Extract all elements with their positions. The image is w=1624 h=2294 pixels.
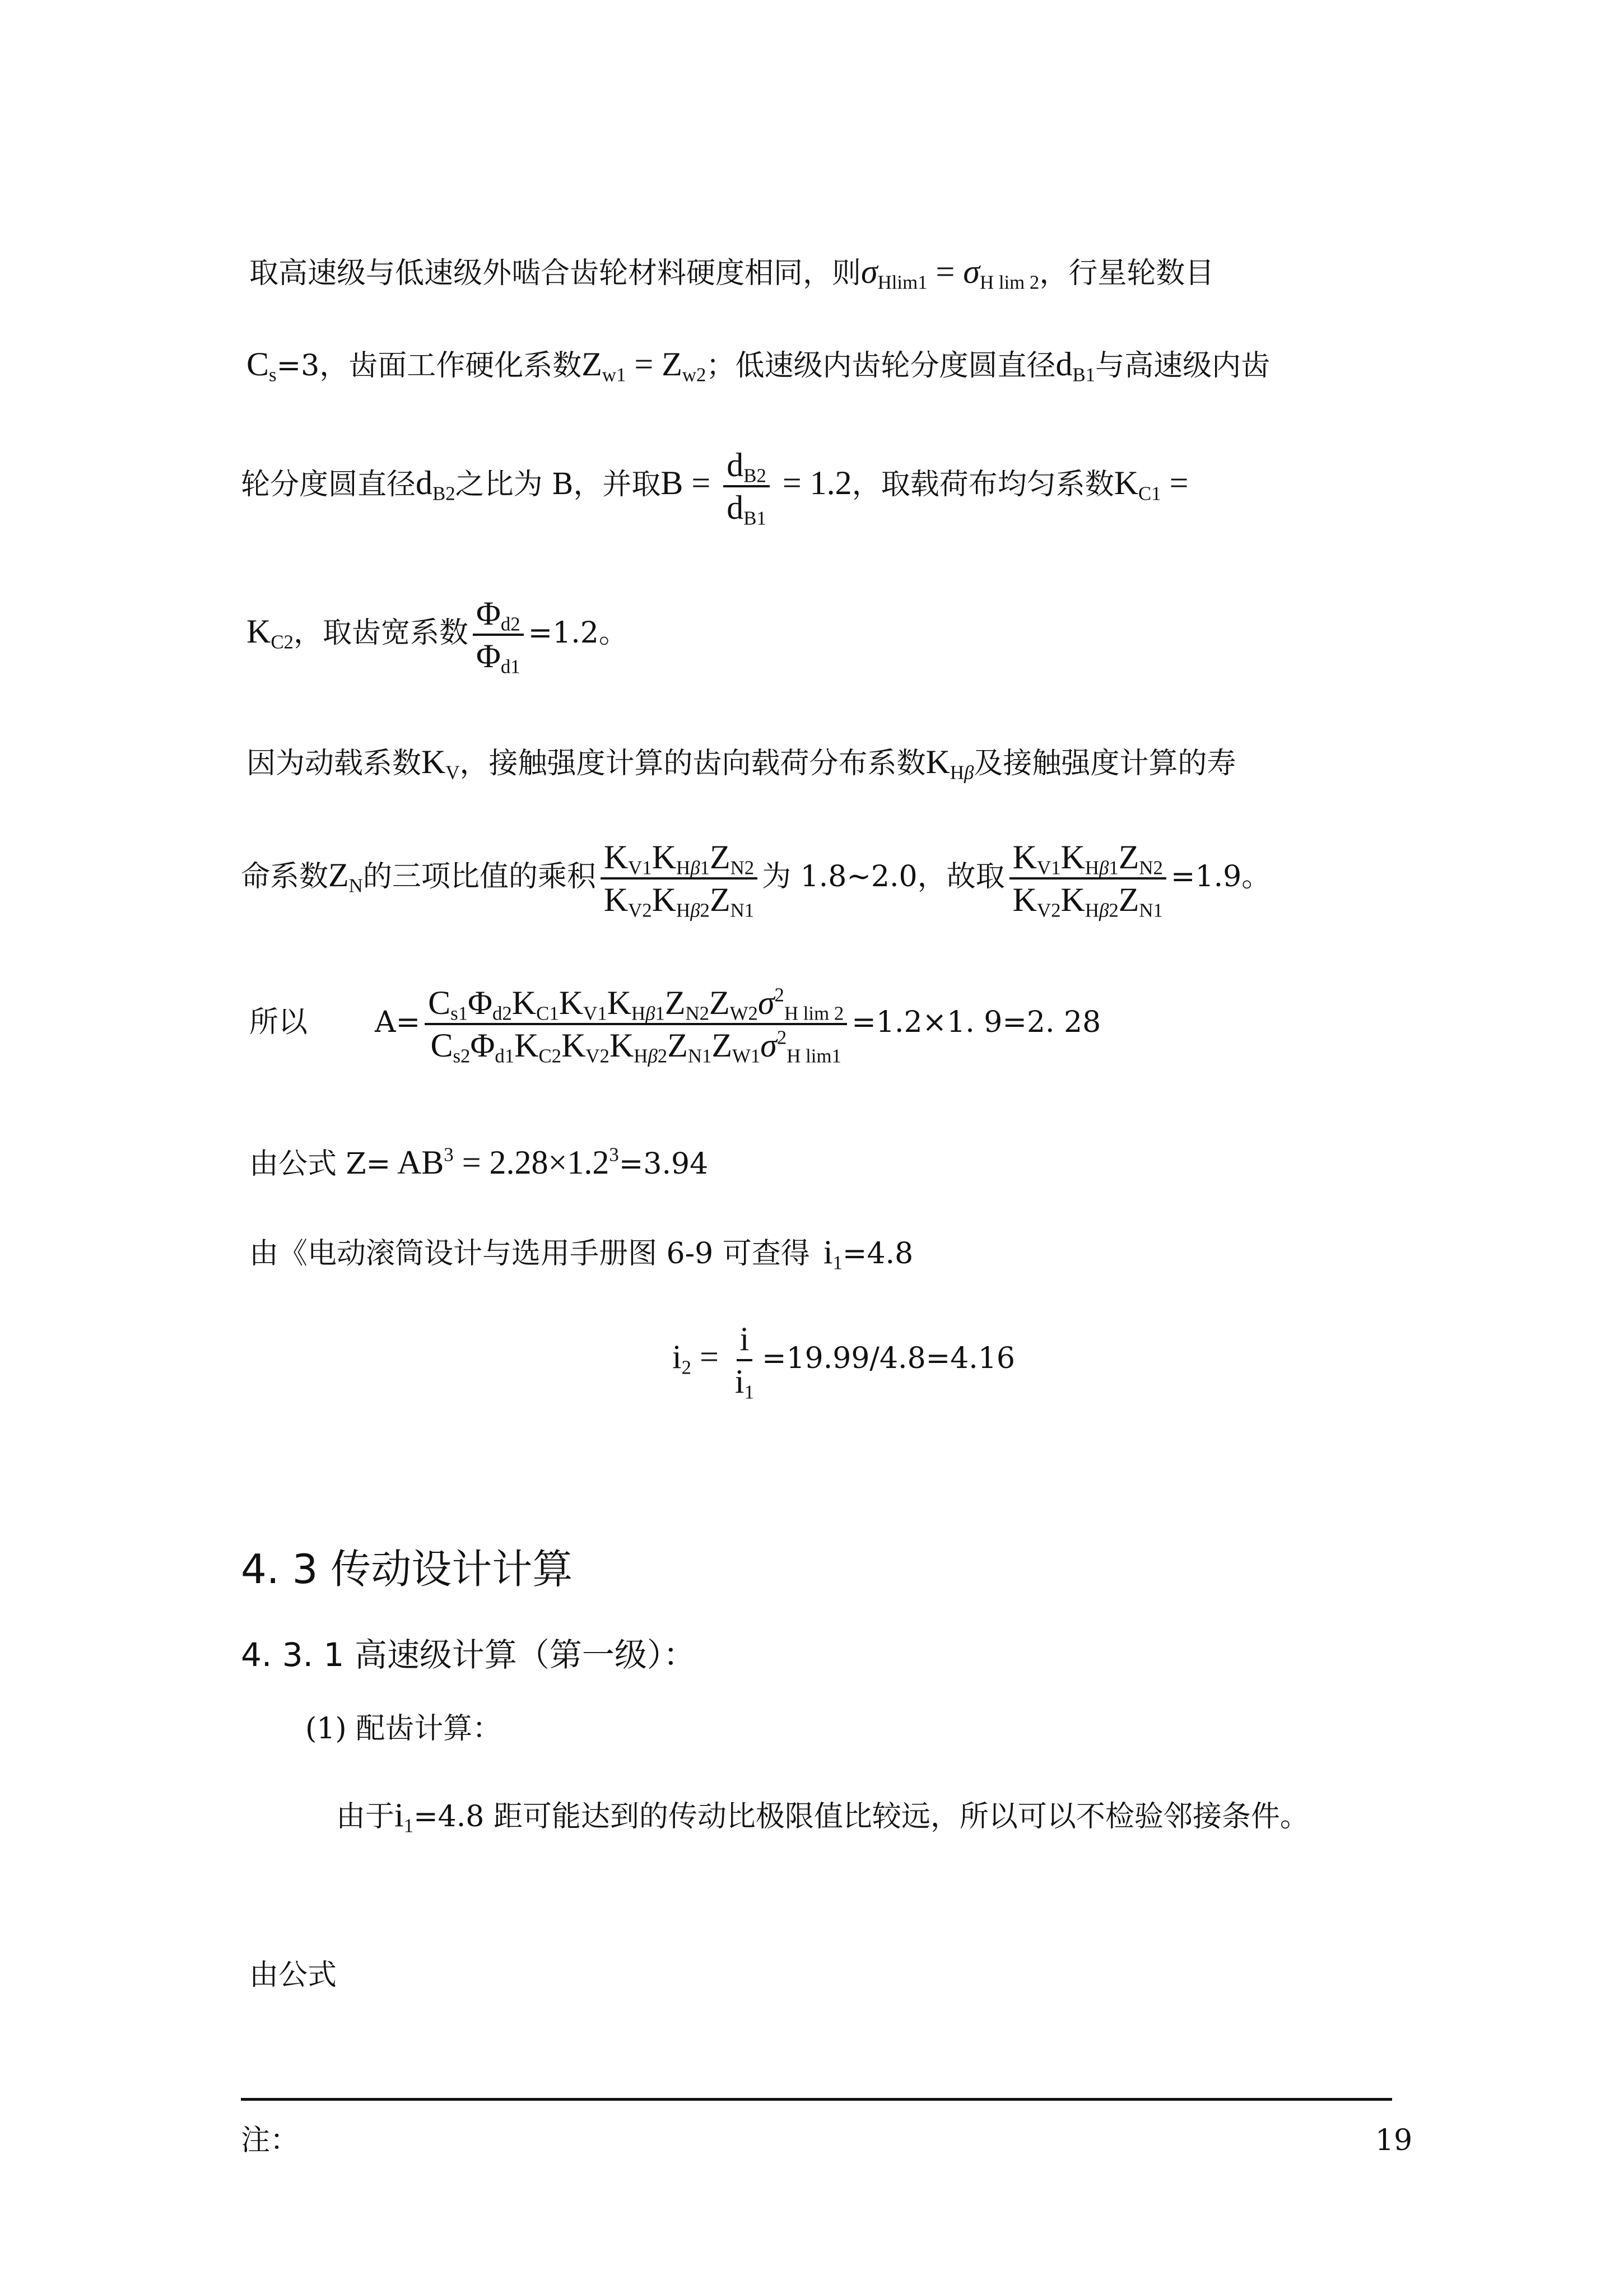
subscript: 2 xyxy=(700,899,710,922)
subscript: H lim 2 xyxy=(979,271,1040,294)
subscript: H xyxy=(676,857,691,879)
symbol: i xyxy=(739,1320,750,1357)
paragraph-1 xyxy=(249,253,1214,294)
subscript: V1 xyxy=(1036,857,1061,879)
subscript: B2 xyxy=(432,482,455,505)
subscript: N2 xyxy=(685,1002,710,1025)
formula-cs xyxy=(246,346,277,386)
subscript: V1 xyxy=(583,1002,607,1025)
subscript: s2 xyxy=(453,1045,471,1067)
subscript: C2 xyxy=(271,631,294,653)
formula-kc2 xyxy=(246,612,294,653)
beta-symbol: β xyxy=(648,1045,658,1067)
subscript: d2 xyxy=(500,613,520,635)
symbol: C xyxy=(430,1027,453,1064)
paragraph-7 xyxy=(249,984,1101,1067)
formula-sigma-equality xyxy=(861,253,1040,294)
subscript: H xyxy=(676,899,691,922)
text: ，接触强度计算的齿向载荷分布系数 xyxy=(459,747,926,780)
subscript: 1 xyxy=(655,1002,665,1025)
numerator xyxy=(601,840,757,880)
subscript: w1 xyxy=(602,364,626,386)
subscript: H xyxy=(631,1002,646,1025)
subscript: 1 xyxy=(1109,857,1119,879)
symbol: i xyxy=(672,1338,682,1375)
formula-i1 xyxy=(394,1797,414,1837)
subscript: d2 xyxy=(492,1002,512,1025)
paragraph-9 xyxy=(249,1234,914,1274)
subscript: W2 xyxy=(729,1002,758,1025)
subscript: w2 xyxy=(682,364,706,386)
paragraph-8 xyxy=(249,1143,709,1181)
symbol: K xyxy=(652,881,677,918)
formula-zn xyxy=(328,856,363,897)
symbol: Z xyxy=(662,346,682,383)
symbol: AB xyxy=(397,1144,444,1181)
subscript: V2 xyxy=(585,1045,609,1067)
formula-kv xyxy=(421,743,460,784)
text: 的三项比值的乘积 xyxy=(362,859,596,894)
symbol: K xyxy=(603,839,629,876)
section-heading: 4. 3 传动设计计算 xyxy=(241,1546,573,1593)
beta-symbol: β xyxy=(690,857,700,879)
formula-zw xyxy=(581,346,706,386)
symbol: Z xyxy=(664,984,686,1021)
denominator xyxy=(427,1025,844,1067)
symbol: K xyxy=(559,984,584,1021)
equals-sign: = xyxy=(927,253,964,290)
paragraph-6 xyxy=(241,839,1271,922)
text: 为 1.8~2.0，故取 xyxy=(762,859,1005,894)
symbol: K xyxy=(1060,839,1085,876)
formula-i1 xyxy=(823,1234,843,1274)
subscript: B1 xyxy=(1072,364,1096,386)
symbol: Z xyxy=(711,1027,733,1064)
symbol: d xyxy=(727,446,744,483)
numerator xyxy=(723,448,770,487)
subscript: H xyxy=(1085,899,1099,922)
text: 因为动载系数 xyxy=(246,747,422,780)
subscript: W1 xyxy=(732,1045,761,1067)
text: =1.2×1. 9=2. 28 xyxy=(851,1005,1101,1039)
symbol: K xyxy=(246,612,271,650)
symbol: K xyxy=(1114,464,1139,501)
text: ，取齿宽系数 xyxy=(293,616,468,650)
text: 及接触强度计算的寿 xyxy=(974,747,1236,780)
subscript: 2 xyxy=(681,1356,692,1379)
symbol: K xyxy=(1012,839,1037,876)
fraction xyxy=(723,446,770,529)
symbol: B = xyxy=(660,464,719,501)
symbol: K xyxy=(1060,881,1085,918)
text: =19.99/4.8=4.16 xyxy=(762,1341,1016,1375)
subscript: Hlim1 xyxy=(877,271,928,294)
subscript: V xyxy=(445,761,460,784)
subscript: C2 xyxy=(538,1045,562,1067)
fraction xyxy=(473,595,524,678)
text: ；低速级内齿轮分度圆直径 xyxy=(706,349,1056,383)
symbol: K xyxy=(511,984,537,1021)
subscript: H xyxy=(1085,857,1099,879)
value: = 2.28×1.2 xyxy=(453,1144,609,1181)
symbol: C xyxy=(246,346,269,383)
superscript: 3 xyxy=(444,1143,454,1166)
subscript: H xyxy=(634,1045,648,1067)
denominator xyxy=(732,1361,757,1403)
paragraph-10 xyxy=(672,1320,1016,1403)
fraction xyxy=(425,984,847,1067)
beta-symbol: β xyxy=(645,1002,655,1025)
subscript: 1 xyxy=(700,857,710,879)
beta-symbol: β xyxy=(964,761,974,784)
subscript: s1 xyxy=(450,1002,468,1025)
symbol: i xyxy=(734,1363,744,1400)
paragraph-12: 由公式 xyxy=(249,1958,337,1992)
superscript: 3 xyxy=(609,1143,619,1166)
subscript: N1 xyxy=(687,1045,712,1067)
formula-khbeta xyxy=(925,743,974,784)
text: 由《电动滚筒设计与选用手册图 6-9 可查得 xyxy=(249,1237,810,1271)
list-item: (1) 配齿计算： xyxy=(305,1712,502,1746)
symbol: Z xyxy=(1118,839,1139,876)
symbol: d xyxy=(416,464,433,501)
text: 命系数 xyxy=(241,859,329,894)
numerator xyxy=(473,597,524,636)
symbol: Φ xyxy=(470,1027,495,1064)
subscript: C1 xyxy=(536,1002,559,1025)
paragraph-5 xyxy=(246,743,1236,784)
symbol: K xyxy=(609,1027,634,1064)
sigma-symbol: σ xyxy=(757,984,775,1021)
subscript: N1 xyxy=(1139,899,1163,922)
subscript: H lim1 xyxy=(787,1045,841,1067)
subscript: N2 xyxy=(730,857,755,879)
formula-phi-ratio xyxy=(468,595,528,678)
denominator xyxy=(1009,880,1166,922)
symbol: K xyxy=(514,1027,539,1064)
denominator xyxy=(723,487,770,529)
footer-divider xyxy=(241,2098,1392,2101)
sigma-symbol: σ xyxy=(963,253,980,290)
symbol: K xyxy=(561,1027,586,1064)
numerator xyxy=(737,1322,753,1361)
text: ，行星轮数目 xyxy=(1039,257,1214,290)
text: A= xyxy=(375,1005,421,1039)
subscript: 1 xyxy=(403,1814,414,1837)
sigma-symbol: σ xyxy=(861,253,878,290)
formula-i2 xyxy=(672,1320,762,1403)
text: =1.2。 xyxy=(528,616,628,650)
text: 所以 xyxy=(249,1005,308,1039)
page-number: 19 xyxy=(1375,2124,1413,2157)
fraction xyxy=(732,1320,757,1403)
text: 取高速级与低速级外啮合齿轮材料硬度相同，则 xyxy=(249,257,862,290)
equals-sign: = xyxy=(1161,464,1189,501)
formula-b-ratio xyxy=(660,446,852,529)
formula-a-ratio xyxy=(420,984,851,1067)
subscript: N xyxy=(348,874,363,897)
fraction xyxy=(1009,839,1166,922)
beta-symbol: β xyxy=(690,899,700,922)
superscript: 2 xyxy=(774,984,784,1006)
subscript: V1 xyxy=(628,857,652,879)
subscript: s xyxy=(269,364,277,386)
symbol: Φ xyxy=(476,638,501,674)
formula-ratio-product-2 xyxy=(1005,839,1171,922)
subscript: V2 xyxy=(1036,899,1061,922)
text: =4.8 距可能达到的传动比极限值比较远，所以可以不检验邻接条件。 xyxy=(413,1800,1309,1834)
subscript: 1 xyxy=(832,1251,843,1274)
subscript: d1 xyxy=(500,655,520,678)
text: 与高速级内齿 xyxy=(1095,349,1271,383)
text: =4.8 xyxy=(842,1237,914,1271)
numerator xyxy=(1009,840,1166,880)
symbol: Z xyxy=(581,346,602,383)
text: 之比为 B，并取 xyxy=(455,467,661,501)
symbol: Z xyxy=(328,856,349,894)
subscript: 2 xyxy=(1109,899,1119,922)
text: =1.9。 xyxy=(1170,859,1271,894)
symbol: Z xyxy=(1118,881,1139,918)
formula-db2 xyxy=(416,464,455,505)
paragraph-3 xyxy=(241,446,1189,529)
formula-ratio-product-1 xyxy=(596,839,762,922)
beta-symbol: β xyxy=(1099,899,1109,922)
symbol: K xyxy=(421,743,446,780)
subscript: 2 xyxy=(657,1045,668,1067)
symbol: d xyxy=(727,489,744,526)
symbol: K xyxy=(607,984,631,1021)
text: 由公式 Z= xyxy=(249,1147,391,1181)
sigma-symbol: σ xyxy=(760,1027,777,1064)
equals-sign: = xyxy=(626,346,662,383)
numerator xyxy=(425,986,847,1025)
fraction xyxy=(601,839,757,922)
symbol: K xyxy=(603,881,629,918)
text: ，取载荷布均匀系数 xyxy=(851,467,1114,501)
subscript: V2 xyxy=(628,899,652,922)
subscript: 1 xyxy=(744,1381,754,1403)
paragraph-4 xyxy=(246,595,628,678)
paragraph-11 xyxy=(336,1797,1309,1837)
subscript: N2 xyxy=(1139,857,1163,879)
equals-sign: = xyxy=(691,1338,727,1375)
symbol: Z xyxy=(709,984,730,1021)
subscript: B1 xyxy=(743,507,766,529)
formula-db1 xyxy=(1055,346,1096,386)
symbol: C xyxy=(428,984,451,1021)
subsection-heading: 4. 3. 1 高速级计算（第一级）： xyxy=(241,1636,696,1674)
formula-kc1 xyxy=(1114,464,1189,505)
symbol: Φ xyxy=(468,984,492,1021)
denominator xyxy=(473,636,524,678)
paragraph-2 xyxy=(246,346,1271,386)
symbol: i xyxy=(823,1234,833,1271)
symbol: K xyxy=(652,839,677,876)
footer-note: 注： xyxy=(241,2124,300,2157)
text: =3.94 xyxy=(618,1147,709,1181)
symbol: K xyxy=(925,743,950,780)
subscript: H lim 2 xyxy=(784,1002,844,1025)
subscript: d1 xyxy=(495,1045,515,1067)
text: 由于 xyxy=(336,1800,395,1834)
value: = 1.2 xyxy=(774,464,852,501)
beta-symbol: β xyxy=(1099,857,1109,879)
symbol: Z xyxy=(709,839,730,876)
symbol: Z xyxy=(709,881,730,918)
subscript: N1 xyxy=(730,899,755,922)
text: 轮分度圆直径 xyxy=(241,467,416,501)
symbol: Φ xyxy=(476,595,501,632)
subscript: H xyxy=(950,761,964,784)
formula-z-value xyxy=(390,1144,619,1181)
superscript: 2 xyxy=(776,1026,787,1049)
denominator xyxy=(601,880,757,922)
subscript: B2 xyxy=(743,464,766,487)
symbol: d xyxy=(1055,346,1073,383)
symbol: i xyxy=(394,1797,404,1834)
text: =3，齿面工作硬化系数 xyxy=(276,349,582,383)
symbol: Z xyxy=(667,1027,688,1064)
subscript: C1 xyxy=(1138,482,1161,505)
symbol: K xyxy=(1012,881,1037,918)
